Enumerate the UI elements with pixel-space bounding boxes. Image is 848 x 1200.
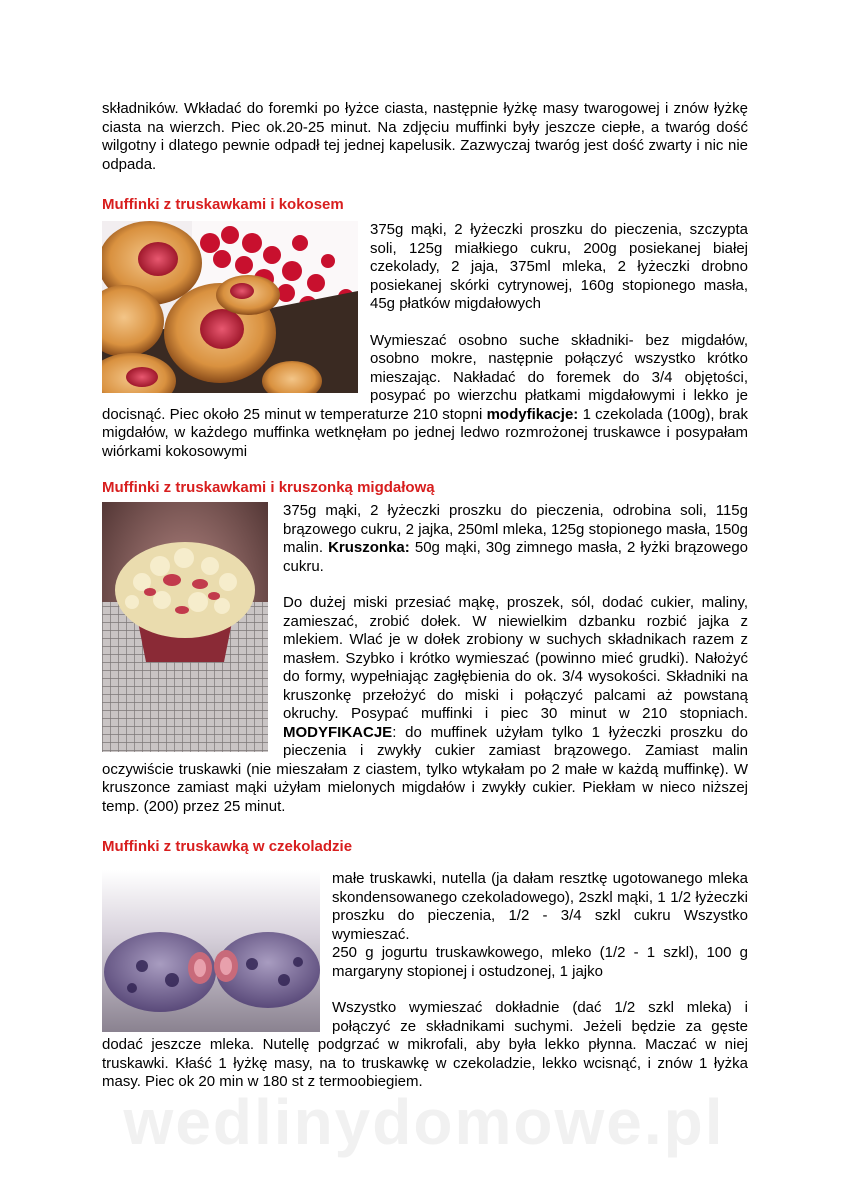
modifications-label: modyfikacje:: [486, 405, 579, 423]
crumble-label: Kruszonka:: [328, 539, 410, 556]
watermark: wedlinydomowe.pl: [123, 1086, 725, 1158]
recipe-2-method: Do dużej miski przesiać mąkę, proszek, sól, dodać cukier, maliny, zamieszać, zrobić dołek. W niewielkim dzbanku rozbić jajka z mlekiem. Wlać je w dołek zrobiony w suchych składnikach razem z masłem. Szybko i krótko wymieszać (powinno mieć grudki). Nałożyć do formy, wypełniając zagłębienia do ok. 3/4 wysokości. Składniki na kruszonkę przełożyć do miski i połączyć palcami aż powstaną okruchy. Posypać muffinki i piec 30 minut w 210 stopniach. MODYFIKACJE: do muffinek użyłam tylko 1 łyżeczki proszku do pieczenia i zwykły cukier zamiast brązowego. Zamiast malin oczywiście truskawki (nie mieszałam z ciastem, tylko wtykałam po 2 małe w każdą muffinkę). W kruszonce zamiast mąki użyłam mielonych migdałów i zwykły cukier. Piekłam w nieco niższej temp. (200) przez 25 minut.: [102, 594, 748, 815]
chocolate-muffin-photo: [102, 870, 320, 1032]
recipe-2-ingredients: 375g mąki, 2 łyżeczki proszku do pieczenia, odrobina soli, 115g brązowego cukru, 2 jajka, 250ml mleka, 125g stopionego masła, 150g malin. Kruszonka: 50g mąki, 30g zimnego masła, 2 łyżki brązowego cukru.: [283, 502, 748, 575]
recipe-1-ingredients: 375g mąki, 2 łyżeczki proszku do pieczenia, szczypta soli, 125g miałkiego cukru, 200g posiekanej białej czekolady, 2 jaja, 375ml mleka, 2 łyżeczki drobno posiekanej skórki cytrynowej, 160g stopionego masła, 45g płatków migdałowych: [370, 221, 748, 312]
document-page: [102, 100, 748, 1092]
intro-paragraph: składników. Wkładać do foremki po łyżce ciasta, następnie łyżkę masy twarogowej i znów łyżkę ciasta na wierzch. Piec ok.20-25 minut. Na zdjęciu muffinki były jeszcze ciepłe, a twaróg dość wilgotny i dlatego pewnie odpadł tej jednej kapelusik. Zazwyczaj twaróg jest dość zwarty i nic nie odpada.: [102, 100, 748, 173]
muffins-photo: [102, 221, 358, 393]
recipe-3-ingredients: małe truskawki, nutella (ja dałam resztkę ugotowanego mleka skondensowanego czekoladowego), 2szkl mąki, 1 1/2 łyżeczki proszku do pieczenia, 1/2 - 3/4 szkl cukru Wszystko wymieszać.: [332, 870, 748, 943]
crumble-muffin-photo: [102, 502, 268, 752]
recipe-3-title: Muffinki z truskawką w czekoladzie: [102, 838, 353, 855]
recipe-3-method: Wszystko wymieszać dokładnie (dać 1/2 szkl mleka) i połączyć ze składnikami suchymi. Jeżeli będzie za gęste dodać jeszcze mleka. Nutellę podgrzać w mikrofali, aby była lekko płynna. Maczać w niej truskawki. Kłaść 1 łyżkę masy, na to truskawkę w czekoladzie, lekko wcisnąć, i znów 1 łyżka masy. Piec ok 20 min w 180 st z termoobiegiem.: [102, 999, 748, 1090]
recipe-1-title: Muffinki z truskawkami i kokosem: [102, 196, 344, 213]
recipe-1-method: Wymieszać osobno suche składniki- bez migdałów, osobno mokre, następnie połączyć wszystko krótko mieszając. Nakładać do foremek do 3/4 objętości, posypać po wierzchu płatkami migdałowymi i lekko je docisnąć. Piec około 25 minut w temperaturze 210 stopni modyfikacje: 1 czekolada (100g), brak migdałów, w każdego muffinka wetknęłam po jednej ledwo rozmrożonej truskawce i posypałam wiórkami kokosowymi: [102, 331, 749, 460]
modifications-label-caps: MODYFIKACJE: [283, 723, 393, 741]
recipe-2-title: Muffinki z truskawkami i kruszonką migdałową: [102, 479, 435, 496]
recipe-3-ingredients-2: 250 g jogurtu truskawkowego, mleko (1/2 - 1 szkl), 100 g margaryny stopionej i ostudzonej, 1 jajko: [332, 944, 748, 980]
recipe-2: [102, 502, 748, 816]
recipe-1: [102, 221, 748, 461]
recipe-3: [102, 870, 748, 1092]
